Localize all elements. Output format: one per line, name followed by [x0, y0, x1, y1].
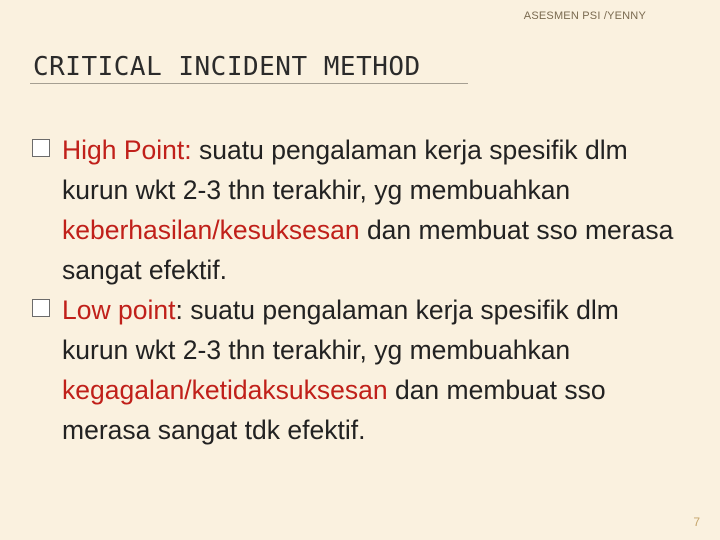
bullet-high-point	[30, 130, 690, 290]
bullet-box-icon	[32, 299, 50, 317]
bullet-outro: dan membuat sso merasa sangat tdk efektif.	[62, 375, 606, 445]
slide-title: CRITICAL INCIDENT METHOD	[33, 52, 421, 82]
bullet-term: Low point	[62, 295, 176, 325]
bullet-low-point	[30, 290, 690, 450]
slide-header: ASESMEN PSI /YENNY	[523, 10, 646, 22]
page-number: 7	[693, 515, 700, 529]
bullet-list	[30, 130, 690, 450]
bullet-highlight: keberhasilan/kesuksesan	[62, 215, 360, 245]
bullet-intro: suatu pengalaman kerja spesifik dlm kurun wkt 2-3 thn terakhir, yg membuahkan	[62, 295, 619, 365]
bullet-term-rest: Point:	[116, 135, 192, 165]
bullet-term-rest: :	[175, 295, 183, 325]
bullet-intro: suatu pengalaman kerja spesifik dlm kurun wkt 2-3 thn terakhir, yg membuahkan	[62, 135, 628, 205]
bullet-term: High	[62, 135, 117, 165]
bullet-highlight: kegagalan/ketidaksuksesan	[62, 375, 388, 405]
title-underline	[30, 83, 468, 84]
bullet-outro: dan membuat sso merasa sangat efektif.	[62, 215, 674, 285]
bullet-box-icon	[32, 139, 50, 157]
